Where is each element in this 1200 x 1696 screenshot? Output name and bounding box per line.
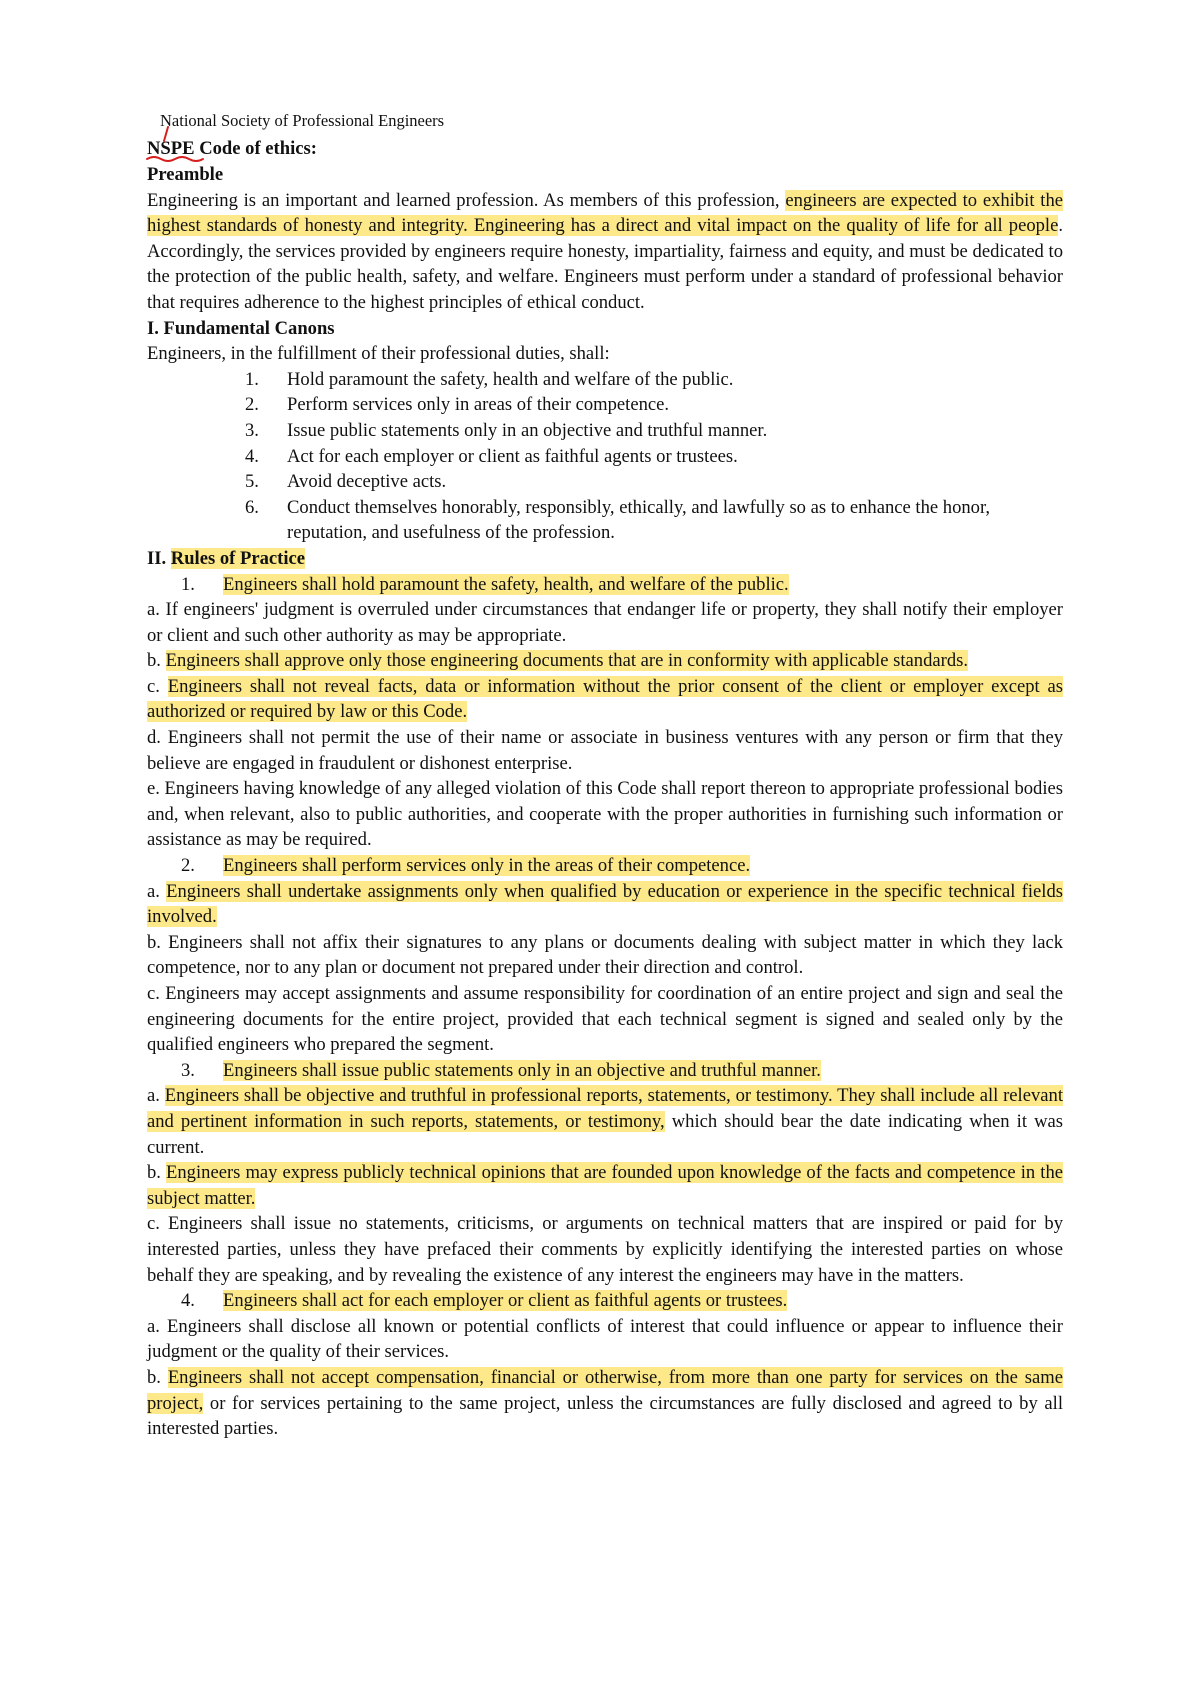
rules-heading-text: Rules of Practice: [170, 547, 306, 569]
rule-subsection: [147, 879, 1063, 930]
text-segment: a. Engineers shall disclose all known or potential conflicts of interest that could influence or appear to influence their judgment or the quality of their services.: [147, 1315, 1063, 1363]
text-segment: c.: [147, 675, 168, 697]
rule-number: 4.: [181, 1290, 195, 1312]
canon-item: [147, 469, 1063, 495]
rule-subsection: [147, 930, 1063, 981]
text-segment: b. Engineers shall not affix their signatures to any plans or documents dealing with subject matter in which they lack competence, nor to any plan or document not prepared under their direction and control.: [147, 931, 1063, 979]
highlighted-text: Engineers may express publicly technical opinions that are founded upon knowledge of the facts and competence in the subject matter.: [147, 1162, 1063, 1209]
canon-text: Avoid deceptive acts.: [287, 471, 447, 493]
pen-annotation-mark: [161, 126, 171, 142]
canon-text: Act for each employer or client as faithful agents or trustees.: [287, 445, 738, 467]
text-segment: a.: [147, 1085, 165, 1107]
canon-item: [147, 418, 1063, 444]
rule-number: 1.: [181, 573, 195, 595]
rules-heading-prefix: II.: [147, 547, 171, 569]
canon-item: [147, 444, 1063, 470]
rule-heading: [147, 1058, 1063, 1084]
rule-number: 3.: [181, 1059, 195, 1081]
canon-text: Conduct themselves honorably, responsibly, ethically, and lawfully so as to enhance the honor, reputation, and usefulness of the profession.: [287, 496, 991, 544]
red-underline-annotation: [146, 154, 204, 162]
canons-intro: Engineers, in the fulfillment of their professional duties, shall:: [147, 343, 610, 365]
canons-list: [147, 367, 1063, 546]
rules-list: [147, 572, 1063, 1442]
text-segment: a. If engineers' judgment is overruled under circumstances that endanger life or property, they shall notify their employer or client and such other authority as may be appropriate.: [147, 599, 1063, 646]
preamble-heading: Preamble: [147, 164, 224, 185]
text-segment: or for services pertaining to the same project, unless the circumstances are fully disclosed and agreed to by all interested parties.: [147, 1392, 1063, 1440]
text-segment: c. Engineers may accept assignments and assume responsibility for coordination of an entire project and sign and seal the engineering documents for the entire project, provided that each technical segment is signed and sealed only by the qualified engineers who prepared the segment.: [147, 983, 1063, 1056]
highlighted-text: Engineers shall approve only those engineering documents that are in conformity with applicable standards.: [165, 650, 968, 672]
canon-item: [147, 392, 1063, 418]
rule-title: Engineers shall act for each employer or client as faithful agents or trustees.: [223, 1290, 788, 1312]
text-segment: b.: [147, 1162, 167, 1184]
canon-number: 2.: [245, 394, 259, 416]
highlighted-text: engineers are expected to exhibit the highest standards of honesty and integrity. Engineering has a direct and vital impact on the quality of life for all people: [147, 189, 1063, 237]
rule-heading: [147, 853, 1063, 879]
text-segment: d. Engineers shall not permit the use of their name or associate in business ventures with any person or firm that they believe are engaged in fraudulent or dishonest enterprise.: [147, 727, 1063, 774]
rule-subsection: [147, 776, 1063, 853]
text-segment: a.: [147, 880, 167, 902]
rule-subsection: [147, 1211, 1063, 1288]
document-title: [147, 136, 1063, 162]
rule-subsection: [147, 648, 1063, 674]
highlighted-text: Engineers shall not reveal facts, data or information without the prior consent of the client or employer except as authorized or required by law or this Code.: [147, 675, 1063, 723]
rule-subsection: [147, 1160, 1063, 1211]
document-content: [147, 110, 1063, 1442]
organization-name: National Society of Professional Engineers: [160, 111, 445, 130]
canon-text: Perform services only in areas of their competence.: [287, 394, 670, 416]
canon-text: Hold paramount the safety, health and welfare of the public.: [287, 368, 734, 390]
canon-item: [147, 495, 1063, 546]
rule-subsection: [147, 674, 1063, 725]
text-segment: b.: [147, 1366, 168, 1388]
highlighted-text: Engineers shall not accept compensation, financial or otherwise, from more than one party for services on the same project,: [147, 1366, 1063, 1414]
rule-subsection: [147, 1365, 1063, 1442]
rule-subsection: [147, 725, 1063, 776]
canons-heading: I. Fundamental Canons: [147, 317, 335, 339]
title-acronym: [147, 138, 199, 159]
rule-title: Engineers shall perform services only in the areas of their competence.: [223, 855, 751, 877]
rule-title: Engineers shall issue public statements only in an objective and truthful manner.: [223, 1059, 821, 1081]
rule-subsection: [147, 597, 1063, 648]
text-segment: Engineering is an important and learned profession. As members of this profession,: [147, 189, 786, 211]
rule-title: Engineers shall hold paramount the safety, health, and welfare of the public.: [223, 573, 789, 595]
text-segment: b.: [147, 650, 166, 672]
canon-item: [147, 367, 1063, 393]
rule-heading: [147, 1288, 1063, 1314]
rule-subsection: [147, 1083, 1063, 1160]
text-segment: e. Engineers having knowledge of any alleged violation of this Code shall report thereon to appropriate professional bodies and, when relevant, also to public authorities, and cooperate with the proper authorities in furnishing such information or assistance as may be required.: [147, 778, 1064, 851]
title-acronym-text: NSPE: [147, 138, 195, 159]
canon-number: 3.: [245, 419, 259, 441]
rule-subsection: [147, 1314, 1063, 1365]
text-segment: which should bear the date indicating when it was current.: [147, 1110, 1063, 1158]
canon-text: Issue public statements only in an objective and truthful manner.: [287, 419, 768, 441]
canon-number: 6.: [245, 496, 259, 518]
canon-number: 1.: [245, 368, 259, 390]
canon-number: 5.: [245, 471, 259, 493]
rule-number: 2.: [181, 855, 195, 877]
highlighted-text: Engineers shall be objective and truthful in professional reports, statements, or testimony. They shall include all relevant and pertinent information in such reports, statements, or testimony,: [147, 1085, 1063, 1132]
preamble-paragraph: [147, 188, 1063, 316]
canon-number: 4.: [245, 445, 259, 467]
rule-subsection: [147, 981, 1063, 1058]
rule-heading: [147, 572, 1063, 598]
title-rest: Code of ethics:: [199, 138, 317, 159]
rules-heading: [147, 546, 1063, 572]
highlighted-text: Engineers shall undertake assignments only when qualified by education or experience in the specific technical fields involved.: [147, 880, 1063, 928]
text-segment: . Accordingly, the services provided by engineers require honesty, impartiality, fairness and equity, and must be dedicated to the protection of the public health, safety, and welfare. Engineers must perform under a standard of professional behavior that requires adherence to the highest principles of ethical conduct.: [147, 215, 1063, 313]
text-segment: c. Engineers shall issue no statements, criticisms, or arguments on technical matters that are inspired or paid for by interested parties, unless they have prefaced their comments by explicitly identifying the interested parties on whose behalf they are speaking, and by revealing the existence of any interest the engineers may have in the matters.: [147, 1213, 1063, 1286]
